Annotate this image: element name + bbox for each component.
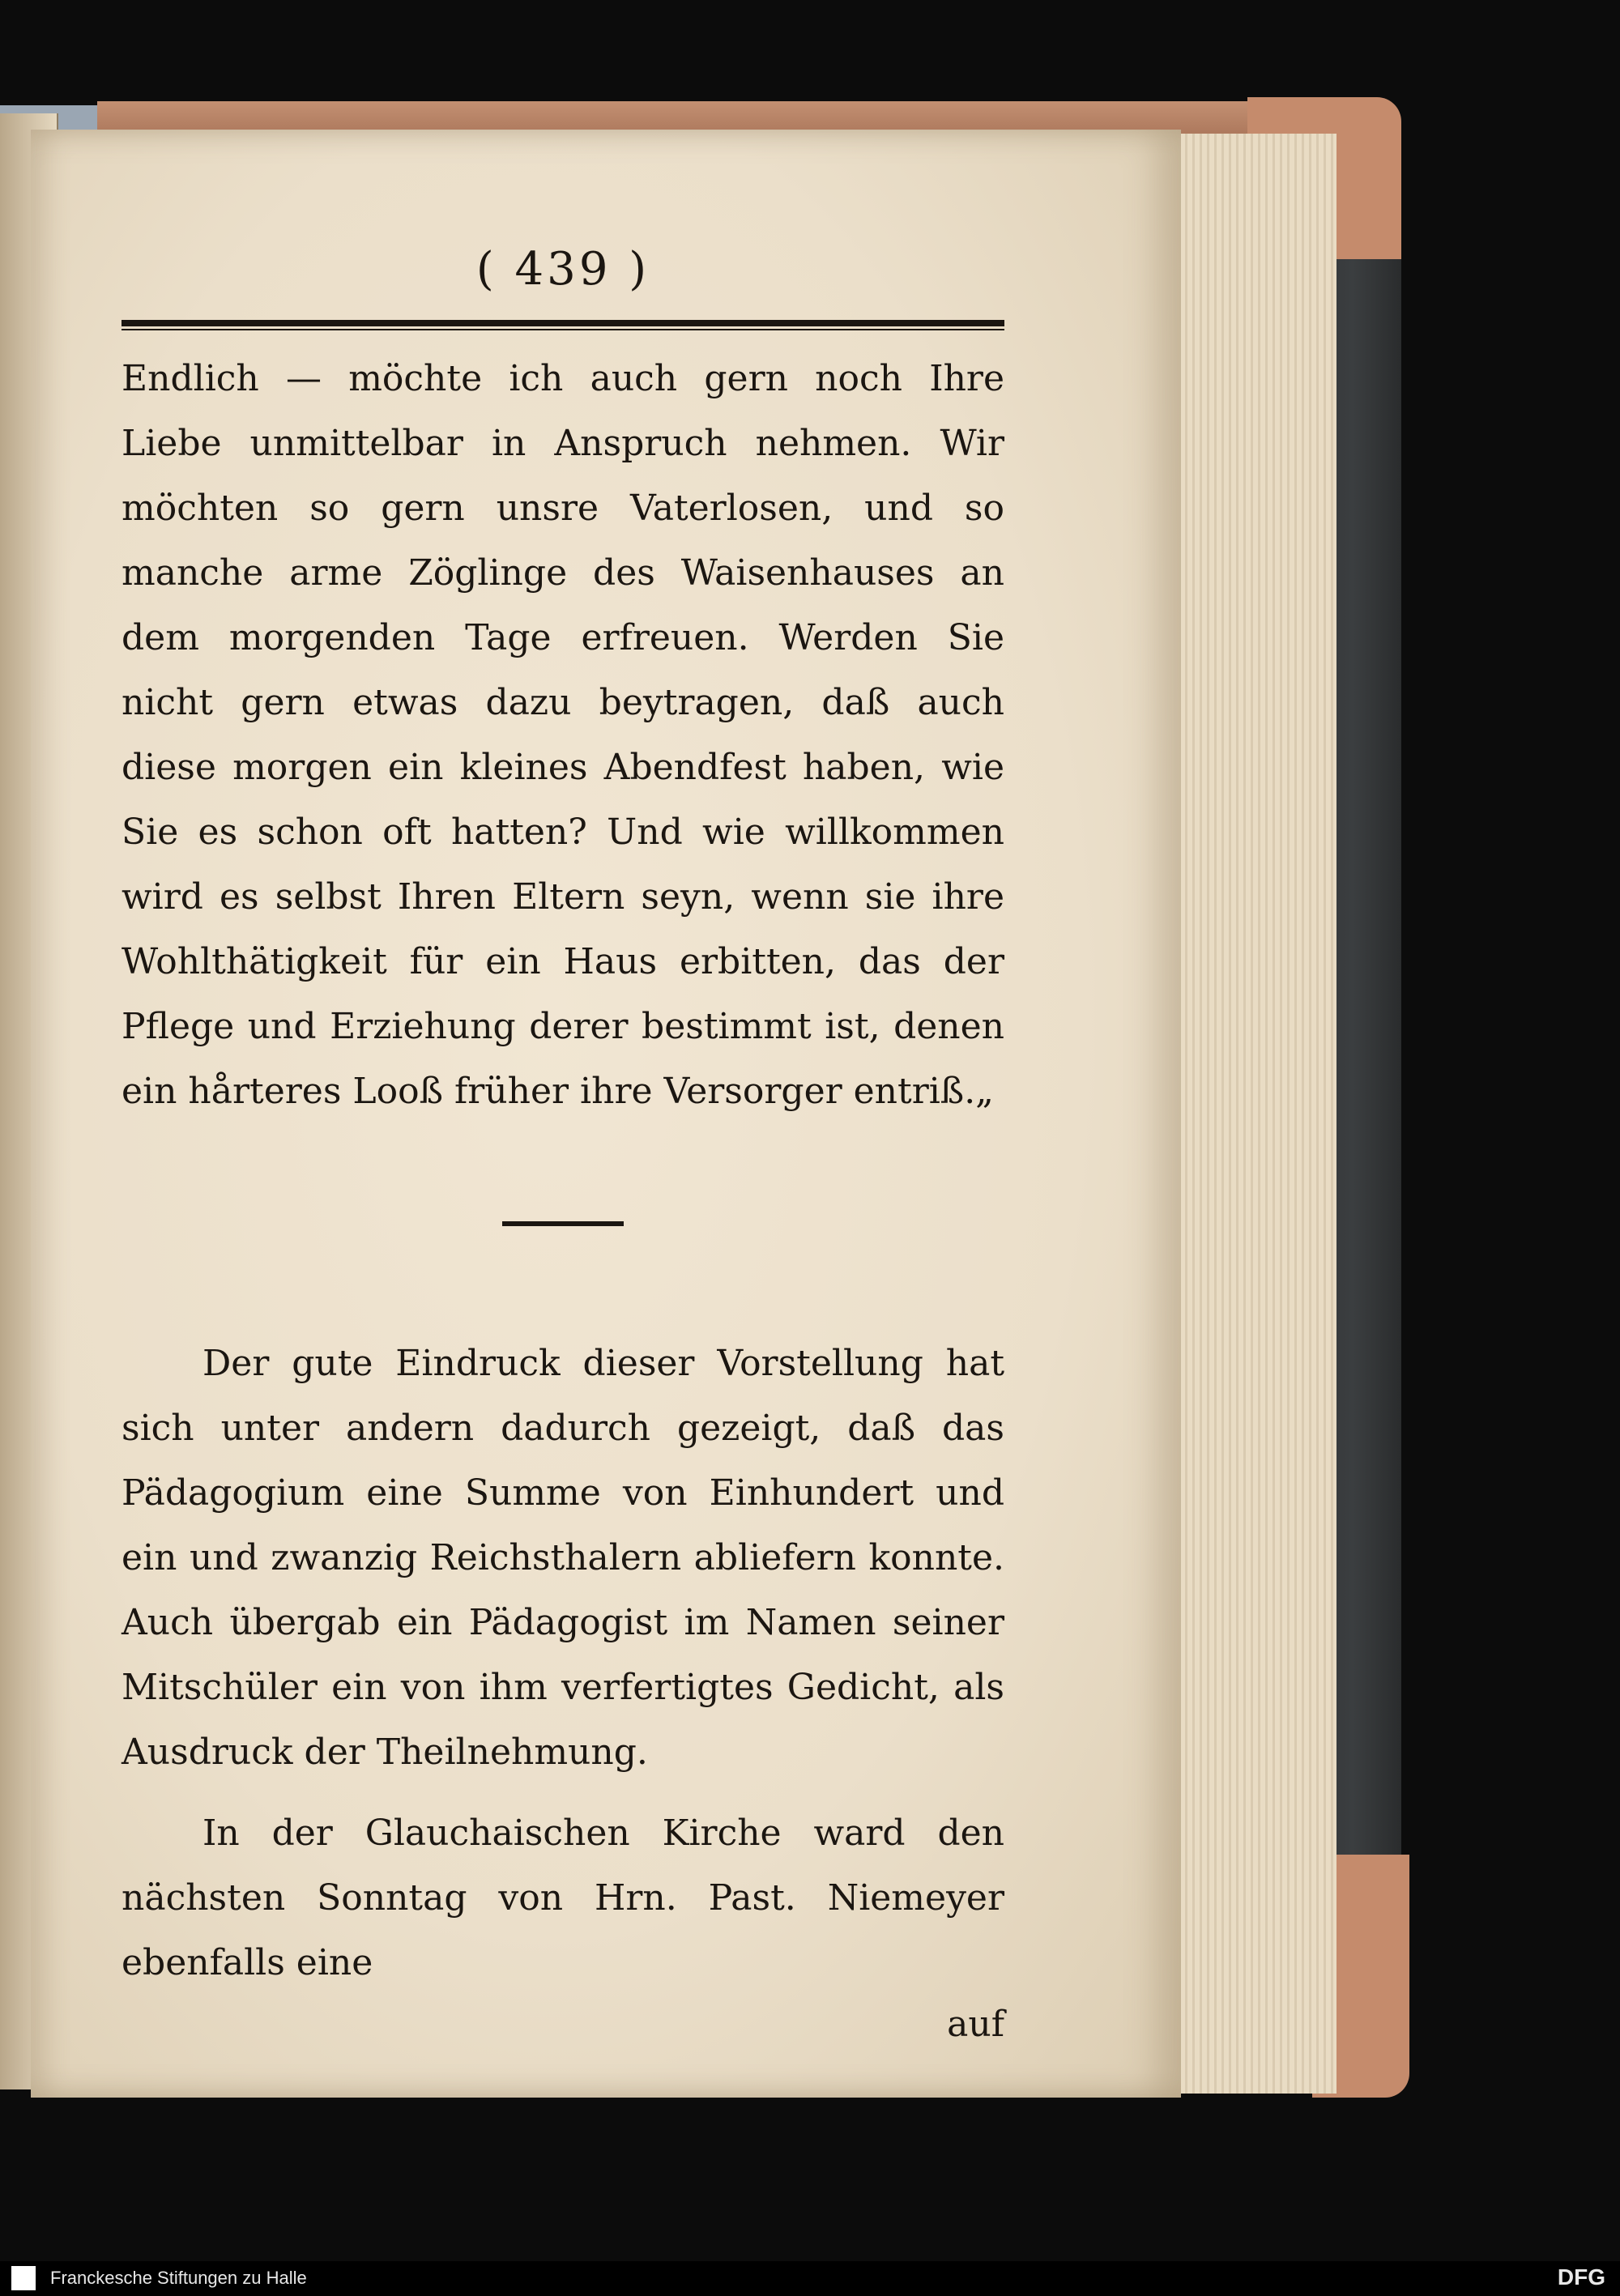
page-number: ( 439 ) — [475, 243, 650, 296]
institution-logo-icon — [11, 2266, 36, 2290]
book-page — [31, 130, 1181, 2098]
page-content — [122, 243, 1004, 2045]
paragraph-1: Endlich — möchte ich auch gern noch Ihre Liebe unmittelbar in Anspruch nehmen. Wir möchten so gern unsre Vaterlosen, und so manche arme Zöglinge des Waisenhauses an dem morgenden Tage erfreuen. Werden Sie nicht gern etwas dazu beytragen, daß auch diese morgen ein kleines Abendfest haben, wie Sie es schon oft hatten? Und wie willkommen wird es selbst Ihren Eltern seyn, wenn sie ihre Wohlthätigkeit für ein Haus erbitten, das der Pflege und Erziehung derer bestimmt ist, denen ein hårteres Looß früher ihre Versorger entriß.„ — [122, 358, 1004, 1112]
section-divider — [502, 1221, 624, 1226]
page-block-edges — [1158, 134, 1336, 2094]
header-rule — [122, 320, 1004, 330]
paragraph-2: Der gute Eindruck dieser Vorstellung hat sich unter andern dadurch gezeigt, daß das Pädagogium eine Summe von Einhundert und ein und zwanzig Reichsthalern abliefern konnte. Auch übergab ein Pädagogist im Namen seiner Mitschüler ein von ihm verfertigtes Gedicht, als Ausdruck der Theilnehmung. — [122, 1343, 1004, 1773]
catchword: auf — [947, 2004, 1004, 2045]
paragraph-3: In der Glauchaischen Kirche ward den nächsten Sonntag von Hrn. Past. Niemeyer ebenfalls eine — [122, 1813, 1004, 1983]
viewer-footer — [0, 2261, 1620, 2296]
dfg-badge: DFG — [1557, 2264, 1605, 2290]
institution-name: Franckesche Stiftungen zu Halle — [50, 2268, 307, 2288]
